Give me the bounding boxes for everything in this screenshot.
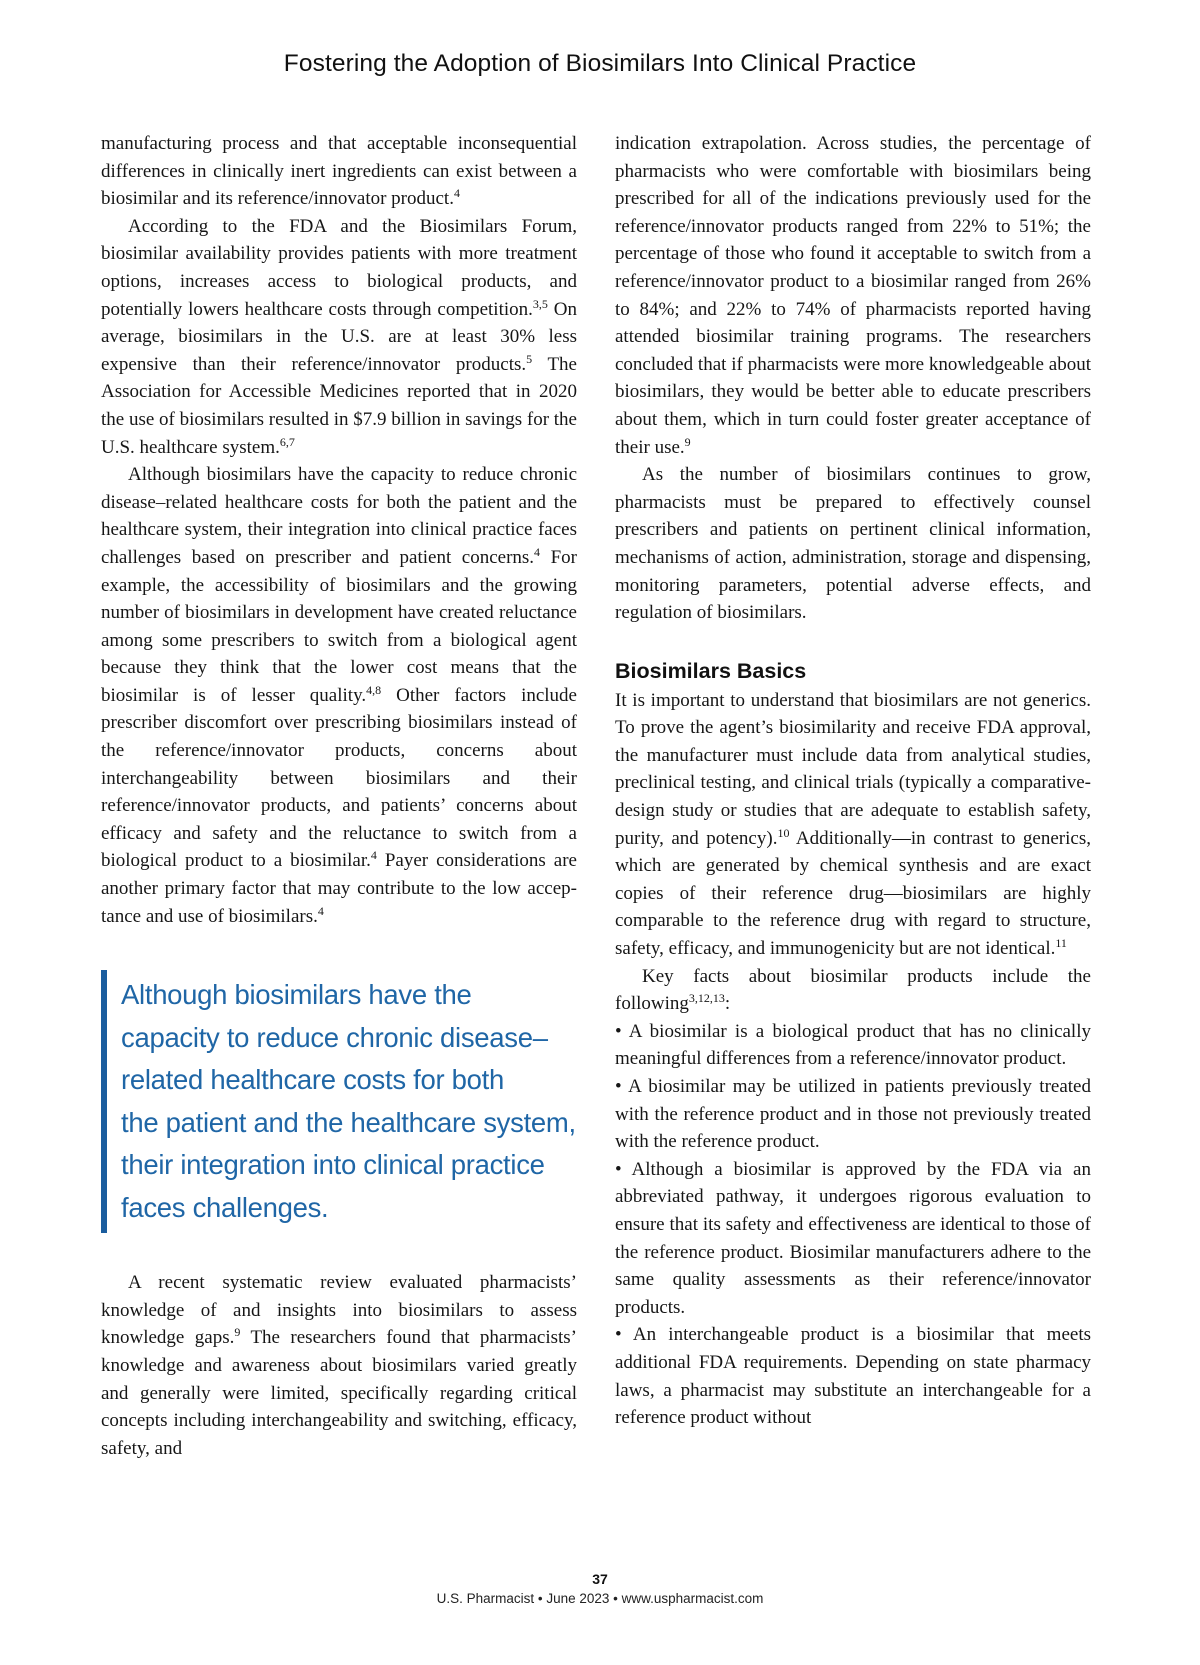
- reference-superscript: 6,7: [279, 434, 295, 449]
- running-head-title: Fostering the Adoption of Biosimilars Into Clinical Practice: [283, 50, 917, 77]
- pull-quote-line: capacity to reduce chronic disease–: [121, 1021, 548, 1053]
- paragraph: [101, 213, 577, 461]
- paragraph-text: A recent systematic review evaluated pharmacists’ knowledge of and insights into biosimilars to assess knowledge gaps.: [101, 1272, 577, 1349]
- reference-superscript: 4: [534, 544, 541, 559]
- paragraph-text: Although biosimilars have the capacity to reduce chronic disease–related healthcare costs for both the patient and the healthcare system, their integration into clinical practice faces challenges based on prescriber and patient concerns.: [101, 464, 577, 568]
- reference-superscript: 9: [684, 434, 691, 449]
- paragraph: [101, 1269, 577, 1462]
- pull-quote-line: their integration into clinical practice: [121, 1149, 545, 1181]
- reference-superscript: 3,12,13: [688, 991, 725, 1006]
- bullet-item: • A biosimilar is a biological product that has no clinically meaningful differences from a reference/​innovator product.: [615, 1020, 1091, 1070]
- paragraph-text: On average, biosimilars in the U.S. are at least 30% less expensive than their reference/innovator products.: [101, 298, 577, 375]
- reference-superscript: 3,5: [532, 296, 548, 311]
- pull-quote: [101, 970, 577, 1233]
- reference-superscript: 10: [777, 825, 790, 840]
- paragraph-text: Payer considerations are another primary factor that may contribute to the low acceptance and use of biosimilars.: [101, 850, 577, 927]
- paragraph: [615, 687, 1091, 963]
- reference-superscript: 5: [526, 351, 533, 366]
- paragraph: [615, 963, 1091, 1018]
- reference-superscript: 11: [1055, 936, 1067, 951]
- pull-quote-line: related healthcare costs for both: [121, 1064, 504, 1096]
- paragraph-text: Additionally—in contrast to generics, which are generated by chemical synthesis and are exact copies of their reference drug—biosimilars are highly comparable to the reference drug with regard to structure, safety, efficacy, and immunogenicity but are not identical.: [615, 827, 1091, 960]
- page-number: 37: [592, 1571, 608, 1587]
- bullet-item: • Although a biosimilar is approved by the FDA via an abbreviated pathway, it undergoes rigorous evaluation to ensure that its safety and effectiveness are identical to those of the reference product. Biosimilar manufacturers adhere to the same quality assessments as their reference/innovator products.: [615, 1158, 1091, 1318]
- section-heading: Biosimilars Basics: [615, 658, 807, 683]
- paragraph-text: It is important to understand that biosimilars are not generics. To prove the agent’s biosimilarity and receive FDA approval, the manufacturer must include data from analytical studies, preclinical testing, and clinical trials (typically a comparative-design study or studies that are adequate to establish safety, purity, and potency).: [615, 689, 1091, 849]
- bullet-item: • A biosimilar may be utilized in patients previously treated with the reference product and in those not previously treated with the reference product.: [615, 1076, 1091, 1153]
- right-column: [615, 130, 1091, 1432]
- paragraph-text: :: [724, 993, 731, 1015]
- reference-superscript: 4: [370, 848, 377, 863]
- reference-superscript: 9: [234, 1325, 241, 1340]
- paragraph-text: manufacturing process and that acceptable inconsequential differences in clinically inert ingredients can exist between a biosimilar and its reference/innovator product.: [101, 133, 577, 210]
- paragraph: [615, 130, 1091, 461]
- bullet-item: • An interchangeable product is a biosimilar that meets additional FDA requirements. Depending on state pharmacy laws, a pharmacist may substitute an interchangeable for a reference product without: [615, 1324, 1091, 1429]
- paragraph-text: According to the FDA and the Biosimilars Forum, biosimilar availability provides patients with more treatment options, increases access to biological products, and potentially lowers healthcare costs through competition.: [101, 215, 577, 320]
- paragraph-text: indication extrapolation. Across studies, the percentage of pharmacists who were comfortable with biosimilars being prescribed for all of the indications previously used for the reference/innovator products ranged from 22% to 51%; the percentage of those who found it acceptable to switch from a reference/​innovator product to a biosimilar ranged from 26% to 84%; and 22% to 74% of pharmacists reported having attended biosimilar training programs. The researchers concluded that if pharmacists were more knowledgeable about biosimilars, they would be better able to educate prescribers about them, which in turn could foster greater acceptance of their use.: [615, 133, 1091, 458]
- pull-quote-line: faces challenges.: [121, 1191, 329, 1223]
- left-column: [101, 130, 577, 1462]
- reference-superscript: 4: [317, 903, 324, 918]
- paragraph: [101, 461, 577, 930]
- pull-quote-line: Although biosimilars have the: [121, 979, 472, 1011]
- paragraph-text: Key facts about biosimilar products include the following: [615, 965, 1091, 1015]
- paragraph-text: Other factors include prescriber discomfort over prescribing biosimilars instead of the reference/innovator products, concerns about interchangeability between biosimilars and their reference/innovator products, and patients’ concerns about efficacy and safety and the reluctance to switch from a biological product to a biosimilar.: [101, 684, 577, 872]
- footer-citation: U.S. Pharmacist • June 2023 • www.uspharmacist.com: [436, 1591, 764, 1606]
- paragraph-text: The researchers found that pharmacists’ knowledge and awareness about biosimilars varied greatly and generally were limited, specifically regarding critical concepts including interchangeability and switching, efficacy, safety, and: [101, 1327, 577, 1459]
- reference-superscript: 4: [453, 186, 460, 201]
- reference-superscript: 4,8: [366, 682, 382, 697]
- paragraph: [615, 461, 1091, 627]
- paragraph-text: As the number of biosimilars continues to grow, pharmacists must be prepared to effectively counsel prescribers and patients on pertinent clinical information, mechanisms of action, administration, storage and dispensing, monitoring parameters, potential adverse effects, and regulation of biosimilars.: [615, 464, 1091, 624]
- paragraph-text: For example, the accessibility of biosimilars and the growing number of biosimilars in development have created reluctance among some prescribers to switch from a biological agent because they think that the lower cost means that the biosimilar is of lesser quality.: [101, 546, 577, 706]
- paragraph-text: The Association for Accessible Medicines reported that in 2020 the use of biosimilars resulted in $7.9 billion in savings for the U.S. healthcare system.: [101, 353, 577, 458]
- paragraph: [101, 130, 577, 213]
- pull-quote-line: the patient and the healthcare system,: [121, 1106, 576, 1138]
